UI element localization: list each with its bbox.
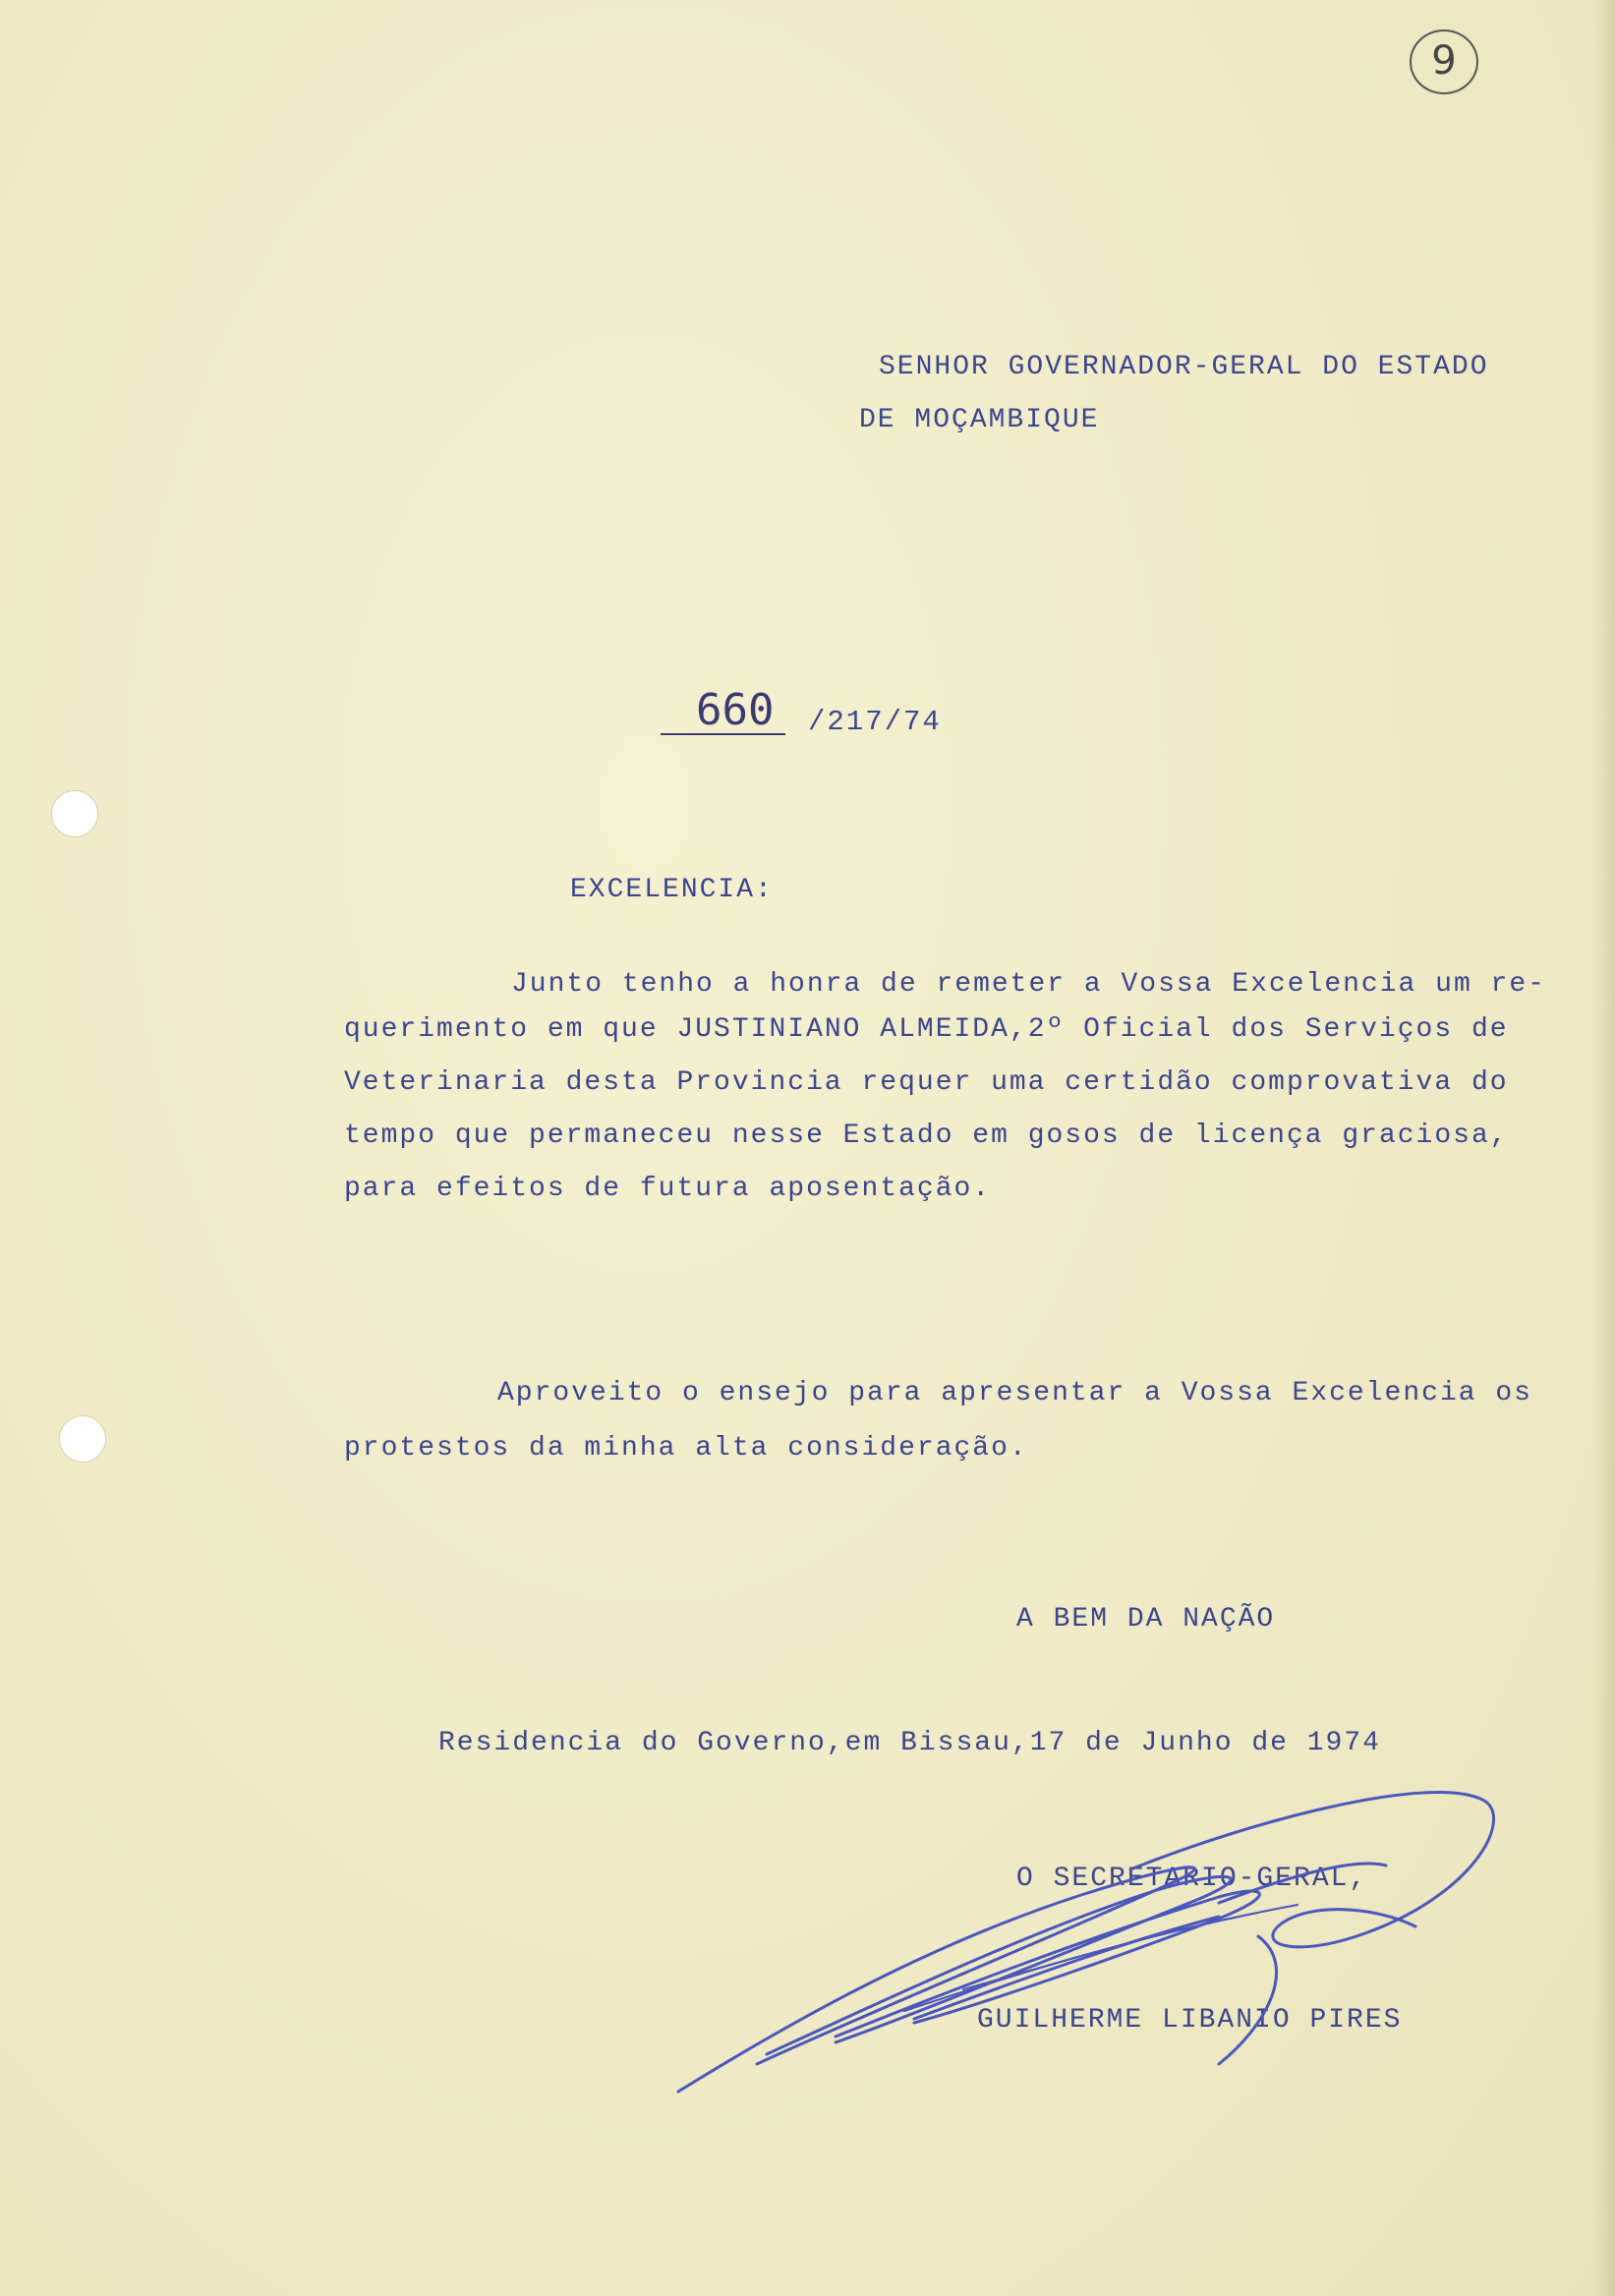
page-number-circle: 9	[1410, 29, 1478, 94]
body-line-5: para efeitos de futura aposentação.	[344, 1174, 992, 1204]
closing-line-1: Aproveito o ensejo para apresentar a Vossa Excelencia os	[497, 1378, 1532, 1408]
punch-hole-bottom	[59, 1415, 106, 1463]
punch-hole-top	[51, 790, 98, 837]
motto: A BEM DA NAÇÃO	[1016, 1604, 1276, 1635]
reference-suffix: /217/74	[808, 706, 942, 738]
addressee-line-1: SENHOR GOVERNADOR-GERAL DO ESTADO	[879, 352, 1489, 382]
place-date: Residencia do Governo,em Bissau,17 de Junho de 1974	[438, 1728, 1381, 1758]
signatory-name: GUILHERME LIBANIO PIRES	[977, 2005, 1403, 2036]
addressee-line-2: DE MOÇAMBIQUE	[859, 405, 1100, 435]
handwritten-signature	[668, 1779, 1514, 2103]
salutation: EXCELENCIA:	[570, 875, 774, 905]
signatory-title: O SECRETARIO-GERAL,	[1016, 1864, 1368, 1894]
body-line-2: querimento em que JUSTINIANO ALMEIDA,2º Oficial dos Serviços de	[344, 1014, 1509, 1045]
reference-handwritten-number: 660	[661, 688, 785, 735]
paper-edge-shadow	[1593, 0, 1615, 2296]
body-line-4: tempo que permaneceu nesse Estado em gosos de licença graciosa,	[344, 1120, 1509, 1151]
body-line-3: Veterinaria desta Provincia requer uma certidão comprovativa do	[344, 1067, 1509, 1098]
closing-line-2: protestos da minha alta consideração.	[344, 1433, 1028, 1464]
body-line-1: Junto tenho a honra de remeter a Vossa Excelencia um re-	[511, 969, 1546, 1000]
